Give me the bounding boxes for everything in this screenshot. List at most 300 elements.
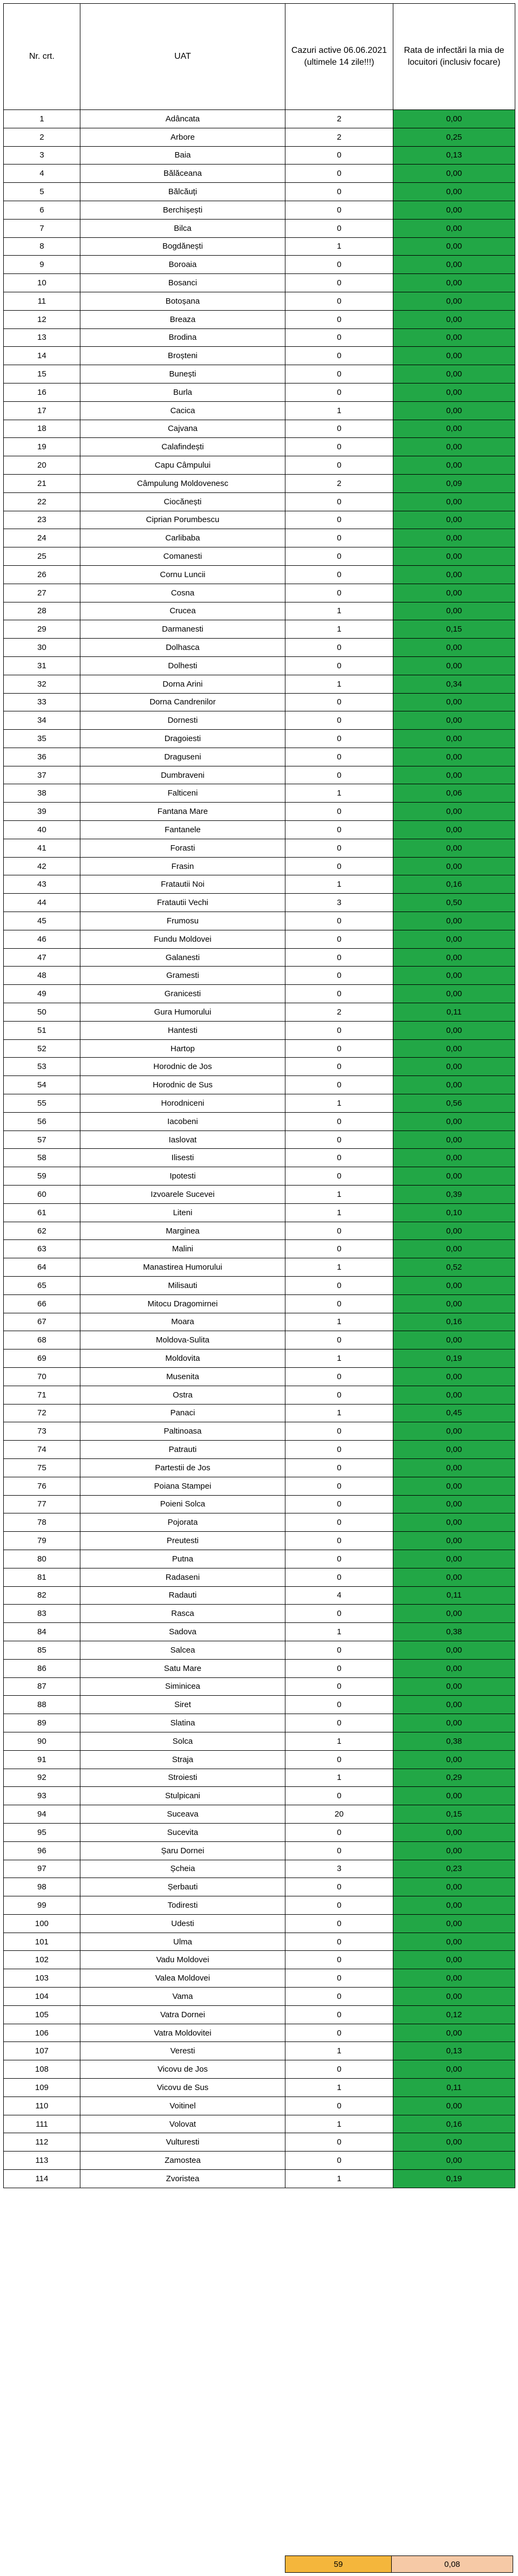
uat-name: Satu Mare — [80, 1659, 285, 1677]
active-cases: 1 — [285, 1623, 393, 1641]
infection-rate: 0,00 — [393, 2060, 515, 2079]
infection-rate: 0,11 — [393, 2079, 515, 2097]
table-row — [4, 1696, 515, 1714]
row-number: 57 — [4, 1131, 80, 1149]
row-number: 71 — [4, 1386, 80, 1404]
table-row — [4, 857, 515, 875]
uat-name: Dorna Candrenilor — [80, 693, 285, 711]
infection-rate: 0,00 — [393, 365, 515, 383]
active-cases: 0 — [285, 1495, 393, 1513]
row-number: 21 — [4, 474, 80, 492]
infection-rate: 0,38 — [393, 1732, 515, 1750]
active-cases: 0 — [285, 310, 393, 328]
row-number: 26 — [4, 565, 80, 584]
table-row — [4, 438, 515, 456]
uat-name: Manastirea Humorului — [80, 1258, 285, 1277]
row-number: 87 — [4, 1677, 80, 1696]
active-cases: 1 — [285, 1732, 393, 1750]
row-number: 58 — [4, 1149, 80, 1167]
active-cases: 0 — [285, 1933, 393, 1951]
infection-rate: 0,00 — [393, 256, 515, 274]
row-number: 44 — [4, 894, 80, 912]
infection-rate: 0,00 — [393, 1659, 515, 1677]
table-row — [4, 2079, 515, 2097]
uat-name: Bălăceana — [80, 165, 285, 183]
infection-rate: 0,00 — [393, 1787, 515, 1805]
table-row — [4, 1294, 515, 1313]
active-cases: 0 — [285, 985, 393, 1003]
infection-rate: 0,38 — [393, 1623, 515, 1641]
active-cases: 1 — [285, 2079, 393, 2097]
active-cases: 0 — [285, 2005, 393, 2024]
table-row — [4, 365, 515, 383]
infection-rate: 0,56 — [393, 1094, 515, 1113]
uat-name: Mitocu Dragomirnei — [80, 1294, 285, 1313]
row-number: 27 — [4, 584, 80, 602]
row-number: 6 — [4, 201, 80, 219]
total-cases: 59 — [285, 2556, 392, 2573]
uat-name: Botoșana — [80, 292, 285, 310]
row-number: 96 — [4, 1841, 80, 1860]
uat-name: Dolhesti — [80, 656, 285, 675]
active-cases: 0 — [285, 2097, 393, 2115]
row-number: 25 — [4, 547, 80, 566]
row-number: 47 — [4, 948, 80, 967]
table-row — [4, 1349, 515, 1368]
infection-rate: 0,00 — [393, 693, 515, 711]
uat-name: Fratautii Noi — [80, 875, 285, 894]
infection-rate: 0,00 — [393, 274, 515, 292]
row-number: 12 — [4, 310, 80, 328]
row-number: 53 — [4, 1058, 80, 1076]
active-cases: 0 — [285, 1605, 393, 1623]
infection-rate: 0,00 — [393, 639, 515, 657]
table-row — [4, 219, 515, 237]
table-row — [4, 1823, 515, 1841]
infection-rate: 0,00 — [393, 1386, 515, 1404]
uat-name: Gramesti — [80, 967, 285, 985]
header-uat: UAT — [80, 4, 285, 110]
table-row — [4, 1477, 515, 1495]
row-number: 105 — [4, 2005, 80, 2024]
active-cases: 0 — [285, 347, 393, 365]
uat-name: Malini — [80, 1240, 285, 1258]
uat-name: Galanesti — [80, 948, 285, 967]
uat-name: Frasin — [80, 857, 285, 875]
table-row — [4, 1203, 515, 1222]
infection-rate: 0,00 — [393, 1878, 515, 1896]
active-cases: 0 — [285, 656, 393, 675]
uat-name: Vama — [80, 1988, 285, 2006]
active-cases: 0 — [285, 912, 393, 930]
row-number: 98 — [4, 1878, 80, 1896]
table-row — [4, 146, 515, 165]
active-cases: 1 — [285, 2170, 393, 2188]
table-row — [4, 1167, 515, 1186]
uat-name: Radaseni — [80, 1568, 285, 1586]
table-row — [4, 1677, 515, 1696]
active-cases: 1 — [285, 1203, 393, 1222]
infection-rate: 0,45 — [393, 1404, 515, 1422]
table-row — [4, 529, 515, 547]
row-number: 31 — [4, 656, 80, 675]
row-number: 16 — [4, 383, 80, 401]
table-row — [4, 347, 515, 365]
row-number: 38 — [4, 784, 80, 803]
uat-name: Fundu Moldovei — [80, 930, 285, 948]
uat-name: Vicovu de Jos — [80, 2060, 285, 2079]
spreadsheet — [3, 3, 515, 2188]
row-number: 73 — [4, 1422, 80, 1441]
uat-name: Valea Moldovei — [80, 1969, 285, 1988]
active-cases: 0 — [285, 565, 393, 584]
table-row — [4, 675, 515, 693]
uat-name: Slatina — [80, 1714, 285, 1732]
active-cases: 3 — [285, 894, 393, 912]
infection-rate: 0,16 — [393, 1313, 515, 1331]
row-number: 10 — [4, 274, 80, 292]
uat-name: Veresti — [80, 2042, 285, 2060]
active-cases: 4 — [285, 1586, 393, 1605]
uat-name: Forasti — [80, 839, 285, 857]
uat-name: Cosna — [80, 584, 285, 602]
uat-name: Izvoarele Sucevei — [80, 1186, 285, 1204]
uat-name: Ilisesti — [80, 1149, 285, 1167]
infection-rate: 0,16 — [393, 875, 515, 894]
row-number: 103 — [4, 1969, 80, 1988]
uat-name: Dornesti — [80, 711, 285, 730]
active-cases: 0 — [285, 1076, 393, 1094]
table-row — [4, 2152, 515, 2170]
row-number: 109 — [4, 2079, 80, 2097]
active-cases: 0 — [285, 365, 393, 383]
row-number: 19 — [4, 438, 80, 456]
uat-name: Salcea — [80, 1641, 285, 1659]
uat-name: Câmpulung Moldovenesc — [80, 474, 285, 492]
table-row — [4, 1513, 515, 1532]
active-cases: 0 — [285, 839, 393, 857]
header-nr: Nr. crt. — [4, 4, 80, 110]
uat-name: Horodnic de Sus — [80, 1076, 285, 1094]
infection-rate: 0,00 — [393, 912, 515, 930]
uat-name: Dorna Arini — [80, 675, 285, 693]
infection-rate: 0,19 — [393, 2170, 515, 2188]
uat-name: Hantesti — [80, 1021, 285, 1039]
active-cases: 0 — [285, 165, 393, 183]
infection-rate: 0,00 — [393, 1422, 515, 1441]
active-cases: 0 — [285, 1277, 393, 1295]
uat-name: Udesti — [80, 1914, 285, 1933]
active-cases: 0 — [285, 1951, 393, 1969]
infection-rate: 0,00 — [393, 1568, 515, 1586]
uat-name: Partestii de Jos — [80, 1458, 285, 1477]
table-row — [4, 821, 515, 839]
table-row — [4, 1860, 515, 1878]
uat-name: Comanesti — [80, 547, 285, 566]
table-row — [4, 1367, 515, 1386]
infection-rate: 0,00 — [393, 1277, 515, 1295]
infection-rate: 0,00 — [393, 1458, 515, 1477]
infection-rate: 0,00 — [393, 1914, 515, 1933]
active-cases: 3 — [285, 1860, 393, 1878]
active-cases: 0 — [285, 930, 393, 948]
row-number: 110 — [4, 2097, 80, 2115]
infection-rate: 0,00 — [393, 183, 515, 201]
row-number: 107 — [4, 2042, 80, 2060]
active-cases: 0 — [285, 146, 393, 165]
uat-name: Broșteni — [80, 347, 285, 365]
table-row — [4, 584, 515, 602]
active-cases: 2 — [285, 110, 393, 128]
infection-rate: 0,00 — [393, 529, 515, 547]
active-cases: 0 — [285, 857, 393, 875]
infection-rate: 0,00 — [393, 237, 515, 256]
uat-name: Calafindești — [80, 438, 285, 456]
active-cases: 2 — [285, 1003, 393, 1022]
active-cases: 1 — [285, 1258, 393, 1277]
active-cases: 0 — [285, 1167, 393, 1186]
row-number: 67 — [4, 1313, 80, 1331]
table-row — [4, 1841, 515, 1860]
table-row — [4, 639, 515, 657]
uat-name: Bogdănești — [80, 237, 285, 256]
row-number: 60 — [4, 1186, 80, 1204]
infection-rate: 0,00 — [393, 1532, 515, 1550]
row-number: 113 — [4, 2152, 80, 2170]
infection-rate: 0,16 — [393, 2115, 515, 2133]
active-cases: 0 — [285, 1914, 393, 1933]
active-cases: 0 — [285, 1058, 393, 1076]
table-row — [4, 985, 515, 1003]
uat-name: Moara — [80, 1313, 285, 1331]
row-number: 76 — [4, 1477, 80, 1495]
table-row — [4, 1240, 515, 1258]
row-number: 55 — [4, 1094, 80, 1113]
uat-name: Moldovita — [80, 1349, 285, 1368]
row-number: 69 — [4, 1349, 80, 1368]
table-row — [4, 912, 515, 930]
row-number: 33 — [4, 693, 80, 711]
uat-name: Cacica — [80, 401, 285, 420]
infection-rate: 0,00 — [393, 1750, 515, 1769]
infection-rate: 0,00 — [393, 1367, 515, 1386]
table-row — [4, 1805, 515, 1824]
uat-name: Iacobeni — [80, 1112, 285, 1131]
row-number: 41 — [4, 839, 80, 857]
infection-rate: 0,00 — [393, 2024, 515, 2042]
table-row — [4, 1878, 515, 1896]
infection-rate: 0,00 — [393, 547, 515, 566]
row-number: 70 — [4, 1367, 80, 1386]
uat-name: Brodina — [80, 328, 285, 347]
uat-name: Zamostea — [80, 2152, 285, 2170]
table-row — [4, 1659, 515, 1677]
active-cases: 1 — [285, 675, 393, 693]
row-number: 35 — [4, 730, 80, 748]
uat-name: Bilca — [80, 219, 285, 237]
infection-rate: 0,12 — [393, 2005, 515, 2024]
row-number: 85 — [4, 1641, 80, 1659]
table-row — [4, 328, 515, 347]
table-row — [4, 201, 515, 219]
uat-name: Vulturesti — [80, 2133, 285, 2152]
row-number: 84 — [4, 1623, 80, 1641]
uat-name: Voitinel — [80, 2097, 285, 2115]
table-row — [4, 1112, 515, 1131]
row-number: 30 — [4, 639, 80, 657]
active-cases: 0 — [285, 639, 393, 657]
active-cases: 0 — [285, 803, 393, 821]
infection-rate: 0,00 — [393, 967, 515, 985]
uat-name: Vicovu de Sus — [80, 2079, 285, 2097]
active-cases: 0 — [285, 383, 393, 401]
table-row — [4, 1568, 515, 1586]
infection-rate: 0,00 — [393, 748, 515, 766]
infection-rate: 0,00 — [393, 438, 515, 456]
uat-name: Draguseni — [80, 748, 285, 766]
infection-rate: 0,00 — [393, 401, 515, 420]
uat-name: Pojorata — [80, 1513, 285, 1532]
infection-rate: 0,00 — [393, 1714, 515, 1732]
active-cases: 1 — [285, 1313, 393, 1331]
table-row — [4, 656, 515, 675]
active-cases: 0 — [285, 1896, 393, 1915]
row-number: 22 — [4, 492, 80, 511]
table-row — [4, 1458, 515, 1477]
row-number: 46 — [4, 930, 80, 948]
table-row — [4, 1076, 515, 1094]
uat-name: Stulpicani — [80, 1787, 285, 1805]
table-row — [4, 730, 515, 748]
table-row — [4, 1094, 515, 1113]
row-number: 66 — [4, 1294, 80, 1313]
uat-name: Horodniceni — [80, 1094, 285, 1113]
row-number: 40 — [4, 821, 80, 839]
table-row — [4, 1787, 515, 1805]
table-row — [4, 1331, 515, 1349]
uat-name: Falticeni — [80, 784, 285, 803]
active-cases: 0 — [285, 1458, 393, 1477]
active-cases: 0 — [285, 693, 393, 711]
row-number: 45 — [4, 912, 80, 930]
infection-rate: 0,00 — [393, 1076, 515, 1094]
row-number: 4 — [4, 165, 80, 183]
uat-name: Liteni — [80, 1203, 285, 1222]
table-row — [4, 2115, 515, 2133]
infection-rate: 0,00 — [393, 1641, 515, 1659]
table-row — [4, 310, 515, 328]
infection-rate: 0,19 — [393, 1349, 515, 1368]
active-cases: 0 — [285, 547, 393, 566]
row-number: 39 — [4, 803, 80, 821]
active-cases: 0 — [285, 748, 393, 766]
table-row — [4, 1769, 515, 1787]
table-row — [4, 1641, 515, 1659]
active-cases: 0 — [285, 948, 393, 967]
table-row — [4, 1750, 515, 1769]
active-cases: 0 — [285, 201, 393, 219]
infection-rate: 0,00 — [393, 1677, 515, 1696]
table-row — [4, 1222, 515, 1240]
infection-rate: 0,00 — [393, 1021, 515, 1039]
uat-name: Breaza — [80, 310, 285, 328]
infection-rate: 0,00 — [393, 511, 515, 529]
infection-rate: 0,00 — [393, 292, 515, 310]
active-cases: 0 — [285, 1696, 393, 1714]
uat-name: Vadu Moldovei — [80, 1951, 285, 1969]
table-row — [4, 2024, 515, 2042]
table-row — [4, 1039, 515, 1058]
row-number: 99 — [4, 1896, 80, 1915]
table-row — [4, 1623, 515, 1641]
infection-rate: 0,00 — [393, 985, 515, 1003]
infection-rate: 0,00 — [393, 1951, 515, 1969]
active-cases: 1 — [285, 401, 393, 420]
uat-name: Dumbraveni — [80, 766, 285, 784]
table-row — [4, 1532, 515, 1550]
uat-name: Poieni Solca — [80, 1495, 285, 1513]
table-row — [4, 711, 515, 730]
row-number: 64 — [4, 1258, 80, 1277]
row-number: 59 — [4, 1167, 80, 1186]
row-number: 80 — [4, 1550, 80, 1568]
table-row — [4, 292, 515, 310]
uat-name: Cajvana — [80, 420, 285, 438]
table-row — [4, 383, 515, 401]
row-number: 95 — [4, 1823, 80, 1841]
uat-name: Ciprian Porumbescu — [80, 511, 285, 529]
row-number: 102 — [4, 1951, 80, 1969]
row-number: 1 — [4, 110, 80, 128]
active-cases: 0 — [285, 1714, 393, 1732]
active-cases: 0 — [285, 1550, 393, 1568]
row-number: 106 — [4, 2024, 80, 2042]
row-number: 93 — [4, 1787, 80, 1805]
uat-name: Dolhasca — [80, 639, 285, 657]
uat-name: Arbore — [80, 128, 285, 146]
active-cases: 0 — [285, 1513, 393, 1532]
row-number: 5 — [4, 183, 80, 201]
active-cases: 0 — [285, 1969, 393, 1988]
table-row — [4, 256, 515, 274]
table-row — [4, 110, 515, 128]
row-number: 42 — [4, 857, 80, 875]
active-cases: 1 — [285, 1094, 393, 1113]
table-row — [4, 894, 515, 912]
table-row — [4, 693, 515, 711]
active-cases: 0 — [285, 584, 393, 602]
active-cases: 1 — [285, 1404, 393, 1422]
infection-rate: 0,00 — [393, 656, 515, 675]
totals-row — [285, 2556, 513, 2573]
table-row — [4, 1313, 515, 1331]
infection-rate: 0,00 — [393, 1896, 515, 1915]
uat-name: Moldova-Sulita — [80, 1331, 285, 1349]
infection-rate: 0,00 — [393, 1477, 515, 1495]
infection-rate: 0,00 — [393, 1294, 515, 1313]
infection-rate: 0,00 — [393, 857, 515, 875]
table-row — [4, 1605, 515, 1623]
table-row — [4, 1441, 515, 1459]
table-row — [4, 1714, 515, 1732]
row-number: 54 — [4, 1076, 80, 1094]
table-row — [4, 766, 515, 784]
active-cases: 2 — [285, 128, 393, 146]
row-number: 91 — [4, 1750, 80, 1769]
infection-rate: 0,00 — [393, 602, 515, 620]
active-cases: 0 — [285, 1222, 393, 1240]
uat-name: Rasca — [80, 1605, 285, 1623]
